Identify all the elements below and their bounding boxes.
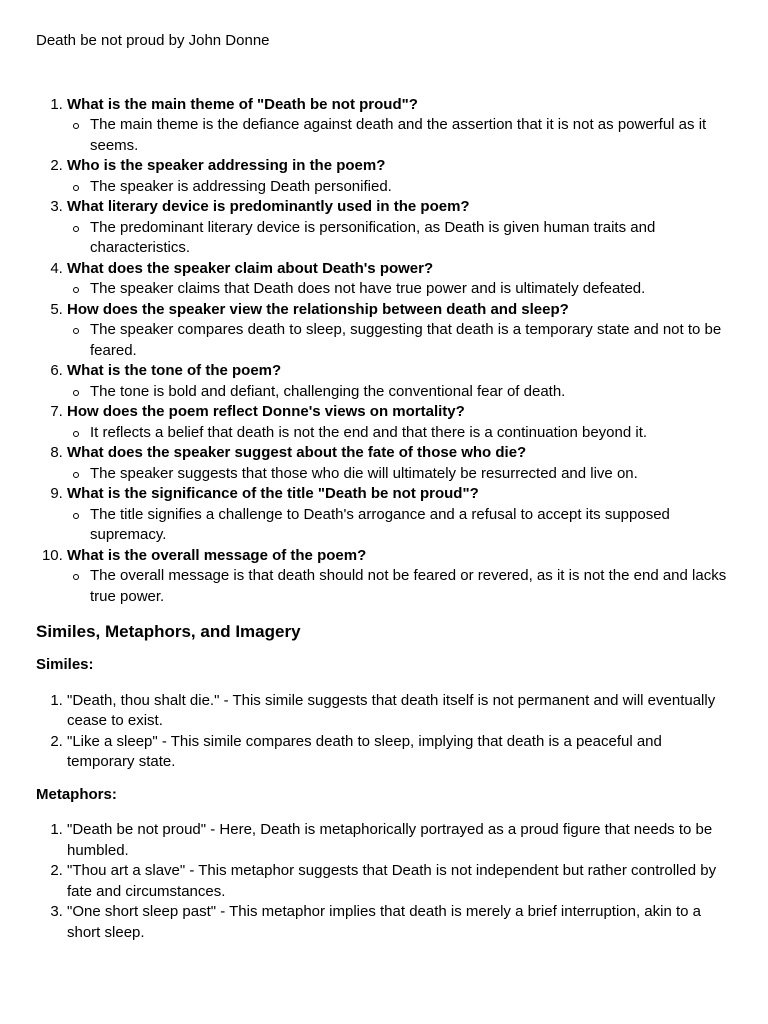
answer-list	[67, 505, 732, 546]
simile-item: 2. "Like a sleep" - This simile compares death to sleep, implying that death is a peaceful and temporary state.	[67, 732, 732, 773]
answer-text: The overall message is that death should not be feared or revered, as it is not the end and lacks true power.	[90, 566, 732, 607]
answer-list	[67, 320, 732, 361]
answer-text: The speaker claims that Death does not have true power and is ultimately defeated.	[90, 279, 732, 300]
question-list	[36, 95, 732, 608]
question-item	[67, 546, 732, 608]
question-item	[67, 156, 732, 197]
metaphor-item: 2. "Thou art a slave" - This metaphor suggests that Death is not independent but rather controlled by fate and circumstances.	[67, 861, 732, 902]
similes-list	[36, 691, 732, 773]
question-item	[67, 259, 732, 300]
question-item	[67, 361, 732, 402]
simile-item: 1. "Death, thou shalt die." - This simile suggests that death itself is not permanent and will eventually cease to exist.	[67, 691, 732, 732]
question-text: How does the speaker view the relationship between death and sleep?	[67, 300, 569, 318]
answer-text: The predominant literary device is personification, as Death is given human traits and characteristics.	[90, 218, 732, 259]
answer-list	[67, 566, 732, 607]
answer-list	[67, 464, 732, 485]
answer-list	[67, 177, 732, 198]
question-text: What is the tone of the poem?	[67, 362, 282, 379]
question-item	[67, 197, 732, 259]
answer-text: The title signifies a challenge to Death's arrogance and a refusal to accept its supposed supremacy.	[90, 505, 732, 546]
answer-list	[67, 218, 732, 259]
question-text: What literary device is predominantly used in the poem?	[67, 198, 470, 215]
metaphors-heading: Metaphors:	[36, 785, 117, 803]
answer-list	[67, 423, 732, 444]
metaphors-list	[36, 820, 732, 943]
section-heading: Similes, Metaphors, and Imagery	[36, 622, 301, 641]
answer-list	[67, 115, 732, 156]
question-item	[67, 300, 732, 362]
answer-list	[67, 382, 732, 403]
answer-text: The tone is bold and defiant, challenging the conventional fear of death.	[90, 382, 732, 403]
question-text: What is the main theme of "Death be not proud"?	[67, 95, 418, 113]
answer-list	[67, 279, 732, 300]
answer-text: The main theme is the defiance against death and the assertion that it is not as powerful as it seems.	[90, 115, 732, 156]
question-text: What does the speaker claim about Death's power?	[67, 259, 434, 277]
question-text: How does the poem reflect Donne's views on mortality?	[67, 403, 465, 420]
answer-text: It reflects a belief that death is not the end and that there is a continuation beyond it.	[90, 423, 732, 444]
metaphor-item: 3. "One short sleep past" - This metaphor implies that death is merely a brief interruption, akin to a short sleep.	[67, 902, 732, 943]
answer-text: The speaker compares death to sleep, suggesting that death is a temporary state and not to be feared.	[90, 320, 732, 361]
question-item	[67, 95, 732, 157]
question-item	[67, 402, 732, 443]
question-text: Who is the speaker addressing in the poem?	[67, 157, 386, 174]
question-text: What is the overall message of the poem?	[67, 546, 367, 564]
question-text: What is the significance of the title "Death be not proud"?	[67, 485, 479, 502]
metaphor-item: 1. "Death be not proud" - Here, Death is metaphorically portrayed as a proud figure that needs to be humbled.	[67, 820, 732, 861]
answer-text: The speaker is addressing Death personified.	[90, 177, 732, 198]
question-item	[67, 484, 732, 546]
similes-heading: Similes:	[36, 656, 94, 673]
question-item	[67, 443, 732, 484]
answer-text: The speaker suggests that those who die will ultimately be resurrected and live on.	[90, 464, 732, 485]
document-title: Death be not proud by John Donne	[36, 32, 270, 49]
question-text: What does the speaker suggest about the fate of those who die?	[67, 444, 527, 461]
